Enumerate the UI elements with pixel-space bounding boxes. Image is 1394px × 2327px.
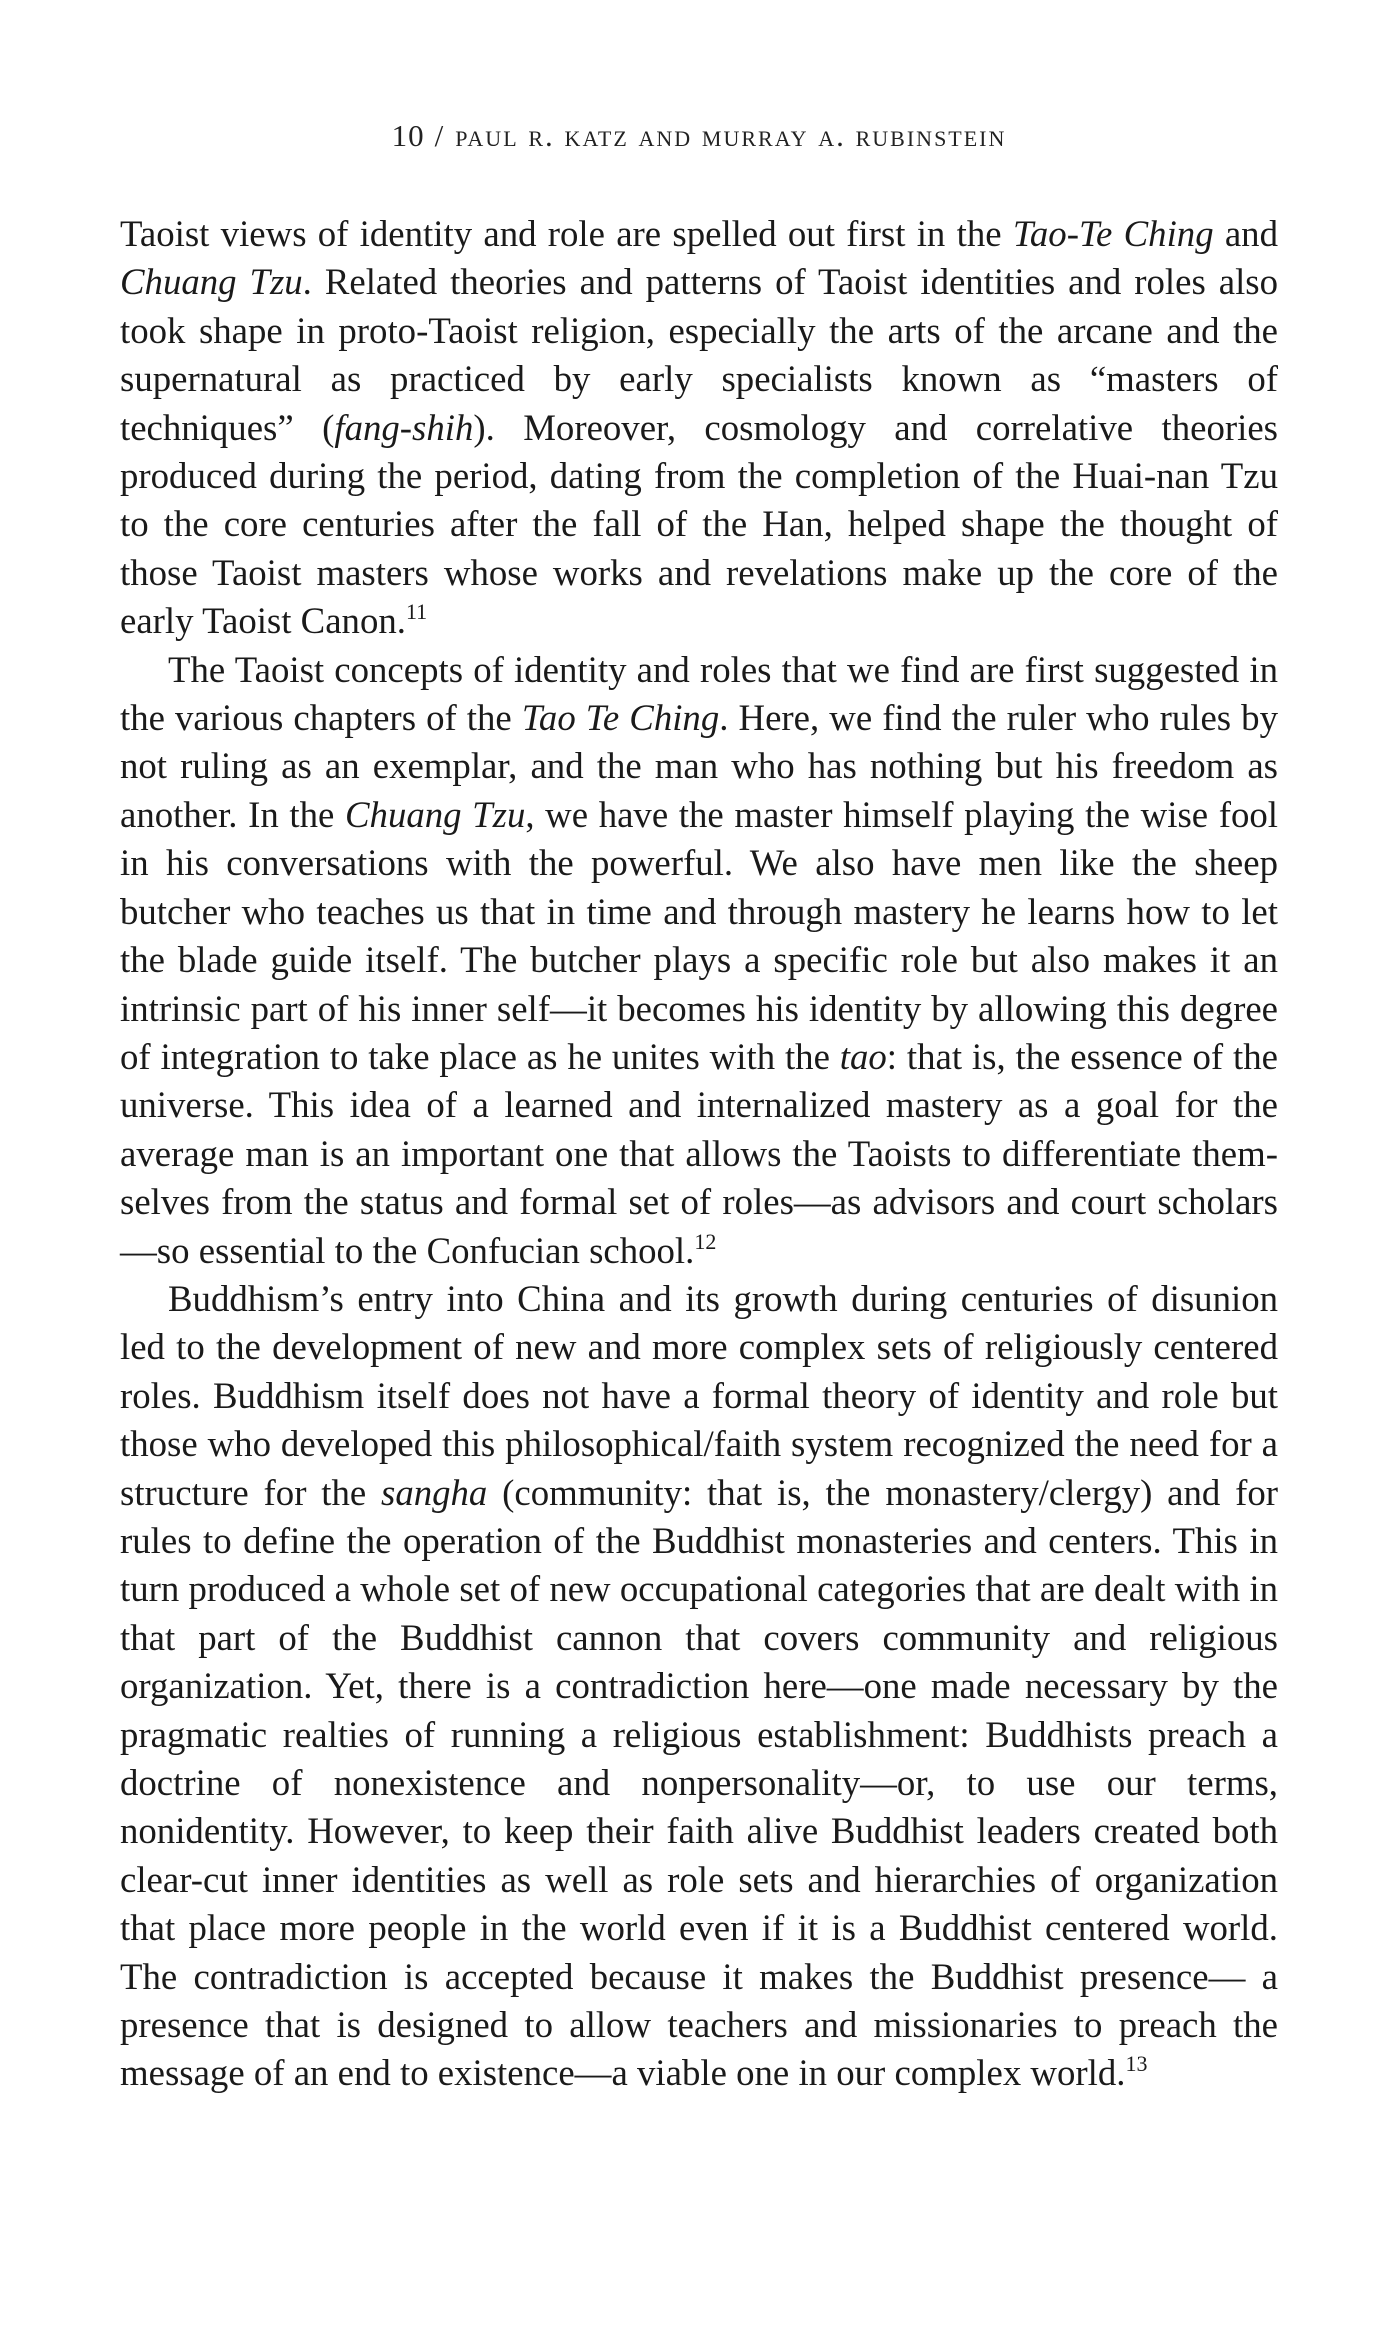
text-run: . Here, we find the ruler who rules by not ruling as an exemplar, and the man who has nothing but his freedom as another. In the <box>120 697 1278 835</box>
paragraph-3 <box>120 1275 1278 2098</box>
text-run: The Taoist concepts of identity and roles that we find are first suggested in the various chapters of the <box>120 648 1278 739</box>
text-run: , we have the master himself playing the wise fool in his conversations with the powerful. We also have men like the sheep butcher who teaches us that in time and through mastery he learns how to let the blade guide itself. The butcher plays a specific role but also makes it an intrinsic part of his inner self—it becomes his identity by allowing this degree of integration to take place as he unites with the <box>120 793 1278 1077</box>
text-run: ). Moreover, cosmology and correlative theories produced during the period, dating from the completion of the Huai-nan Tzu to the core centuries after the fall of the Han, helped shape the thought of those Taoist masters whose works and revelations make up the core of the early Taoist Canon. <box>120 406 1278 642</box>
italic-term: fang-shih <box>334 406 474 448</box>
text-run: . Related theories and patterns of Taoist identities and roles also took shape in proto-Taoist religion, especially the arts of the arcane and the supernatural as practiced by early specialists known as “masters of techniques” ( <box>120 261 1279 448</box>
header-separator: / <box>434 118 446 153</box>
italic-term: Tao-Te Ching <box>1012 213 1214 254</box>
footnote-marker: 13 <box>1125 2051 1148 2077</box>
text-run: Buddhism’s entry into China and its growth during centuries of disunion led to the development of new and more complex sets of religiously centered roles. Buddhism itself does not have a formal theory of identity and role but those who developed this philosophical/faith system recognized the need for a structure for the <box>120 1277 1278 1513</box>
footnote-marker: 11 <box>405 599 428 625</box>
header-authors: paul r. katz and murray a. rubinstein <box>455 118 1007 153</box>
text-run: Taoist views of identity and role are spelled out first in the <box>120 213 1013 254</box>
page-number: 10 <box>391 118 425 153</box>
italic-term: tao <box>839 1035 887 1077</box>
body-text <box>120 210 1278 2098</box>
paragraph-2 <box>120 646 1278 1275</box>
footnote-marker: 12 <box>694 1228 717 1254</box>
running-header <box>120 118 1278 154</box>
italic-term: Chuang Tzu <box>120 261 303 303</box>
text-run: and <box>1213 213 1278 254</box>
paragraph-1 <box>120 210 1278 646</box>
italic-term: Chuang Tzu <box>345 793 526 835</box>
italic-term: sangha <box>381 1471 488 1513</box>
text-run: (community: that is, the monastery/clergy) and for rules to define the operation of the Buddhist monasteries and centers. This in turn produced a whole set of new occupational categories that are dealt with in that part of the Buddhist cannon that covers community and religious organization. Yet, there is a contradiction here—one made necessary by the pragmatic realties of running a religious establishment: Buddhists preach a doctrine of nonexistence and nonpersonality—or, to use our terms, nonidentity. However, to keep their faith alive Buddhist leaders created both clear-cut inner identities as well as role sets and hierarchies of organization that place more people in the world even if it is a Buddhist centered world. The contradiction is accepted because it makes the Buddhist presence— a presence that is designed to allow teachers and missionaries to preach the message of an end to existence—a viable one in our complex world. <box>120 1471 1278 2094</box>
text-run: : that is, the essence of the universe. This idea of a learned and internalized mastery as a goal for the average man is an important one that allows the Taoists to differentiate themselves from the status and formal set of roles—as advisors and court scholars—so essential to the Confucian school. <box>120 1035 1278 1271</box>
italic-term: Tao Te Ching <box>521 697 720 739</box>
